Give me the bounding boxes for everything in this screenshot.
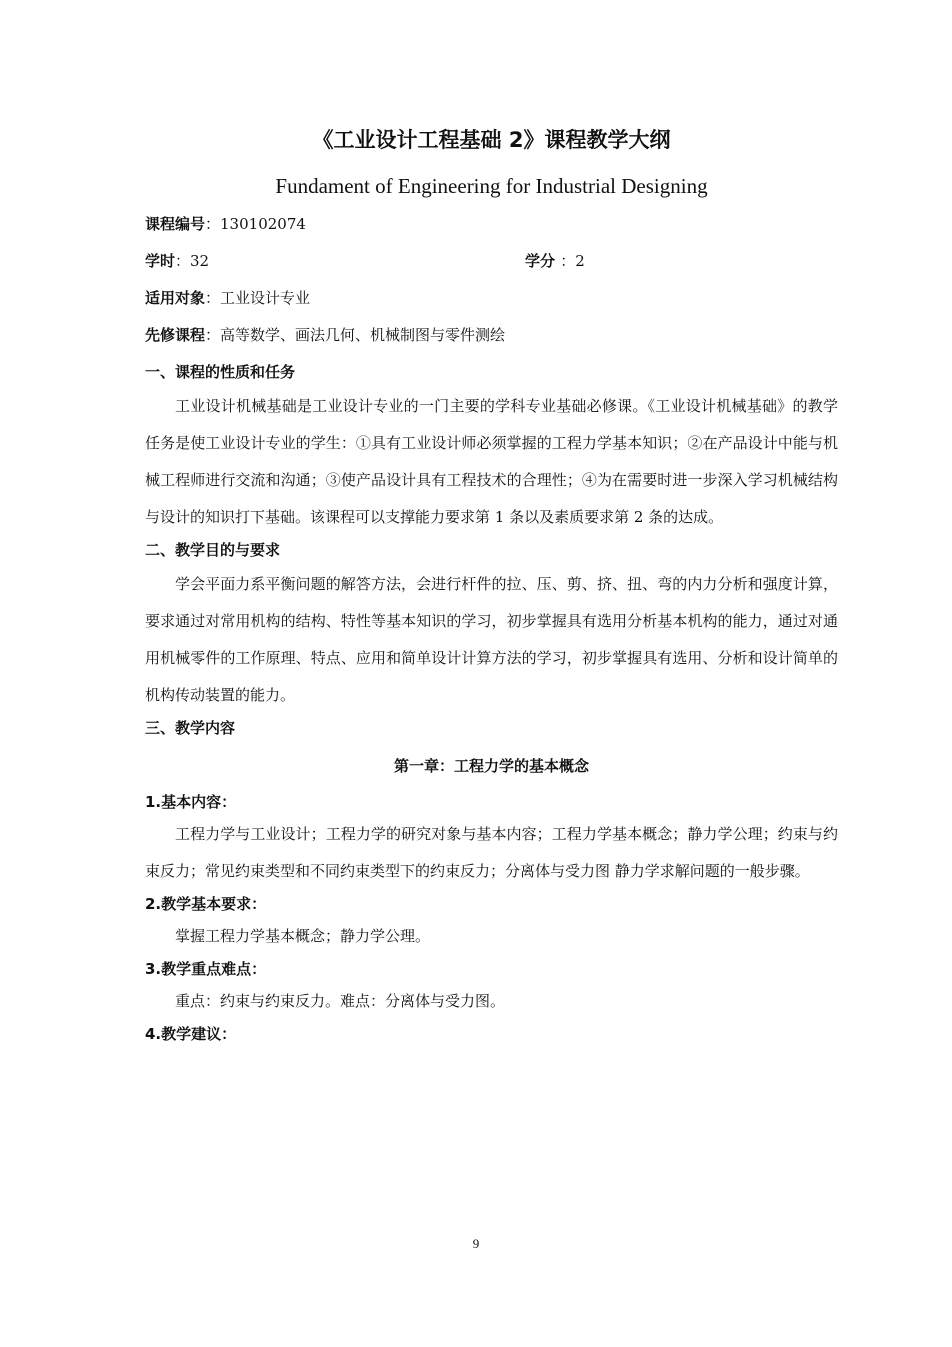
course-code-row xyxy=(145,214,838,234)
credit-field xyxy=(525,251,585,271)
course-code-value: ：130102074 xyxy=(205,215,306,233)
target-row xyxy=(145,288,838,308)
hours-value: ：32 xyxy=(175,252,210,270)
section-2-text: 学会平面力系平衡问题的解答方法，会进行杆件的拉、压、剪、挤、扭、弯的内力分析和强度计算，要求通过对常用机构的结构、特性等基本知识的学习，初步掌握具有选用分析基本机构的能力，通过对通用机械零件的工作原理、特点、应用和简单设计计算方法的学习，初步掌握具有选用、分析和设计简单的机构传动装置的能力。 xyxy=(145,575,838,704)
section-1-heading: 一、课程的性质和任务 xyxy=(145,363,296,381)
teaching-advice-heading: 4.教学建议： xyxy=(145,1025,237,1043)
page-subtitle: Fundament of Engineering for Industrial Designing xyxy=(275,174,708,198)
teaching-requirements-text: 掌握工程力学基本概念；静力学公理。 xyxy=(175,927,431,945)
credit-value: ：2 xyxy=(560,252,585,270)
hours-credit-row xyxy=(145,251,838,271)
page-number: 9 xyxy=(472,1236,480,1251)
key-points-text: 重点：约束与约束反力。难点：分离体与受力图。 xyxy=(175,992,506,1010)
course-code-label: 课程编号 xyxy=(145,215,206,233)
basic-content-text: 工程力学与工业设计；工程力学的研究对象与基本内容；工程力学基本概念；静力学公理；约束与约束反力；常见约束类型和不同约束类型下的约束反力；分离体与受力图 静力学求解问题的一般步骤。 xyxy=(145,825,838,880)
prerequisite-row xyxy=(145,325,838,345)
key-points-heading: 3.教学重点难点： xyxy=(145,960,267,978)
teaching-requirements-heading: 2.教学基本要求： xyxy=(145,895,267,913)
prerequisite-value: ：高等数学、画法几何、机械制图与零件测绘 xyxy=(205,326,506,344)
chapter-1-title: 第一章：工程力学的基本概念 xyxy=(393,757,589,775)
basic-content-heading: 1.基本内容： xyxy=(145,793,237,811)
section-1-text: 工业设计机械基础是工业设计专业的一门主要的学科专业基础必修课。《工业设计机械基础》的教学任务是使工业设计专业的学生：①具有工业设计师必须掌握的工程力学基本知识；②在产品设计中能与机械工程师进行交流和沟通；③使产品设计具有工程技术的合理性；④为在需要时进一步深入学习机械结构与设计的知识打下基础。该课程可以支撑能力要求第 1 条以及素质要求第 2 条的达成。 xyxy=(145,397,838,526)
credit-label: 学分 xyxy=(525,252,561,270)
page-title: 《工业设计工程基础 2》课程教学大纲 xyxy=(312,128,671,152)
section-3-heading: 三、教学内容 xyxy=(145,719,236,737)
target-value: ：工业设计专业 xyxy=(205,289,311,307)
section-2-heading: 二、教学目的与要求 xyxy=(145,541,281,559)
target-label: 适用对象 xyxy=(145,289,206,307)
prerequisite-label: 先修课程 xyxy=(145,326,206,344)
hours-label: 学时 xyxy=(145,252,176,270)
